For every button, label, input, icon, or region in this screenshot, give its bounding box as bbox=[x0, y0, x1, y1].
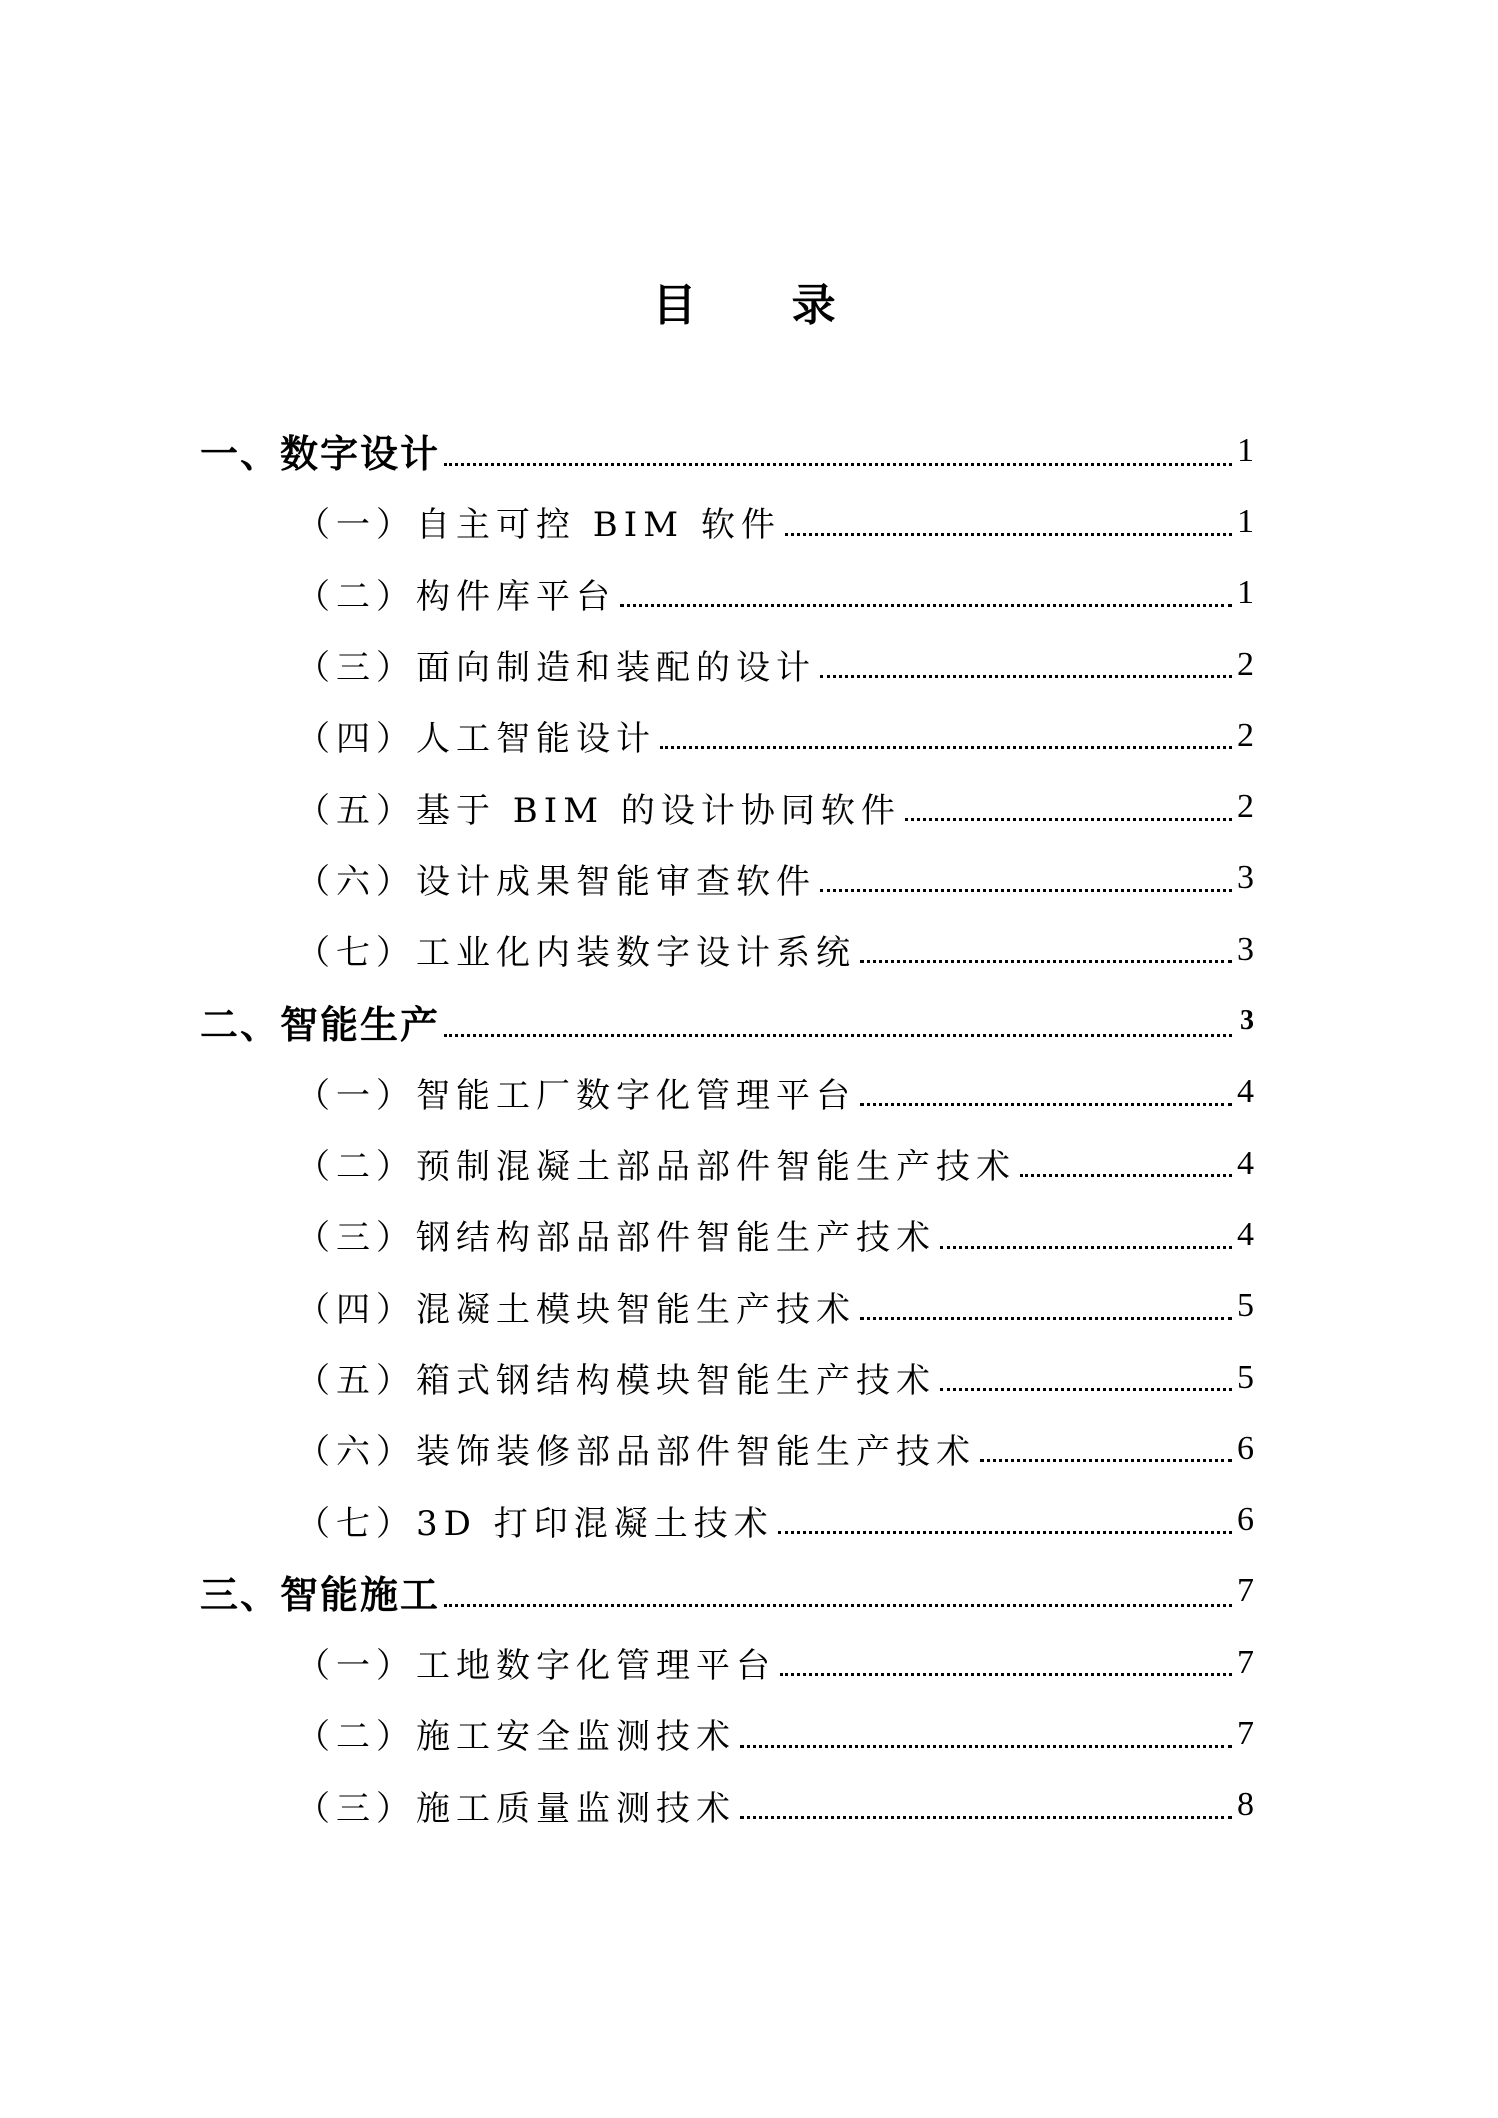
toc-page-number: 4 bbox=[1237, 1073, 1254, 1111]
dot-leader bbox=[940, 1388, 1232, 1391]
toc-subsection-entry[interactable] bbox=[0, 843, 1498, 914]
toc-subsection-entry[interactable] bbox=[0, 1271, 1498, 1342]
toc-entry-label: （六）设计成果智能审查软件 bbox=[296, 861, 816, 902]
dot-leader bbox=[444, 1034, 1232, 1037]
toc-page-number: 3 bbox=[1237, 930, 1254, 968]
toc-entry-label: （一）工地数字化管理平台 bbox=[296, 1646, 776, 1687]
dot-leader bbox=[860, 1317, 1232, 1320]
dot-leader bbox=[778, 1531, 1232, 1534]
dot-leader bbox=[740, 1816, 1232, 1819]
dot-leader bbox=[940, 1246, 1232, 1249]
toc-entry-label: （四）混凝土模块智能生产技术 bbox=[296, 1289, 856, 1330]
toc-subsection-entry[interactable] bbox=[0, 1057, 1498, 1128]
toc-entry-label: 三、智能施工 bbox=[200, 1572, 441, 1617]
dot-leader bbox=[820, 675, 1232, 678]
dot-leader bbox=[660, 746, 1232, 749]
toc-subsection-entry[interactable] bbox=[0, 1627, 1498, 1698]
toc-subsection-entry[interactable] bbox=[0, 1199, 1498, 1270]
toc-subsection-entry[interactable] bbox=[0, 1413, 1498, 1484]
toc-entry-label: （一）智能工厂数字化管理平台 bbox=[296, 1075, 856, 1116]
toc-entry-label: （三）钢结构部品部件智能生产技术 bbox=[296, 1218, 936, 1259]
dot-leader bbox=[780, 1673, 1232, 1676]
dot-leader bbox=[785, 533, 1232, 536]
toc-page-number: 4 bbox=[1237, 1215, 1254, 1253]
toc-subsection-entry[interactable] bbox=[0, 558, 1498, 629]
toc-section-entry[interactable] bbox=[0, 985, 1498, 1056]
toc-page-number: 6 bbox=[1237, 1501, 1254, 1539]
toc-entry-label: （五）基于 BIM 的设计协同软件 bbox=[296, 790, 901, 831]
toc-page-number: 1 bbox=[1237, 574, 1254, 612]
toc-page-number: 5 bbox=[1237, 1358, 1254, 1396]
toc-subsection-entry[interactable] bbox=[0, 914, 1498, 985]
dot-leader bbox=[820, 889, 1232, 892]
toc-entry-label: （三）施工质量监测技术 bbox=[296, 1788, 736, 1829]
toc-page-number: 6 bbox=[1237, 1429, 1254, 1467]
toc-subsection-entry[interactable] bbox=[0, 486, 1498, 557]
dot-leader bbox=[860, 960, 1232, 963]
toc-page-number: 8 bbox=[1237, 1786, 1254, 1824]
toc-entry-label: （一）自主可控 BIM 软件 bbox=[296, 505, 781, 546]
toc-page-number: 2 bbox=[1237, 645, 1254, 683]
toc-page-number: 1 bbox=[1237, 431, 1254, 469]
toc-subsection-entry[interactable] bbox=[0, 1342, 1498, 1413]
toc-entry-label: （二）预制混凝土部品部件智能生产技术 bbox=[296, 1147, 1016, 1188]
dot-leader bbox=[1020, 1174, 1232, 1177]
dot-leader bbox=[444, 1604, 1232, 1607]
toc-subsection-entry[interactable] bbox=[0, 771, 1498, 842]
toc-entry-label: （二）施工安全监测技术 bbox=[296, 1717, 736, 1758]
toc-subsection-entry[interactable] bbox=[0, 629, 1498, 700]
dot-leader bbox=[860, 1103, 1232, 1106]
toc-subsection-entry[interactable] bbox=[0, 1484, 1498, 1555]
toc-entry-label: （五）箱式钢结构模块智能生产技术 bbox=[296, 1361, 936, 1401]
toc-entry-label: （三）面向制造和装配的设计 bbox=[296, 648, 816, 689]
dot-leader bbox=[980, 1459, 1232, 1462]
toc-subsection-entry[interactable] bbox=[0, 1128, 1498, 1199]
dot-leader bbox=[740, 1745, 1232, 1748]
dot-leader bbox=[905, 818, 1232, 821]
toc-entry-label: （七）3D 打印混凝土技术 bbox=[296, 1503, 774, 1544]
toc-section-entry[interactable] bbox=[0, 1556, 1498, 1627]
toc-entry-label: （六）装饰装修部品部件智能生产技术 bbox=[296, 1432, 976, 1473]
table-of-contents bbox=[0, 415, 1498, 1841]
toc-entry-label: （七）工业化内装数字设计系统 bbox=[296, 933, 856, 974]
toc-subsection-entry[interactable] bbox=[0, 700, 1498, 771]
toc-page-number: 2 bbox=[1237, 716, 1254, 754]
toc-page-number: 2 bbox=[1237, 788, 1254, 826]
toc-page-number: 3 bbox=[1240, 1005, 1254, 1037]
toc-entry-label: （四）人工智能设计 bbox=[296, 719, 656, 760]
page-title: 目 录 bbox=[652, 280, 876, 331]
toc-page-number: 7 bbox=[1237, 1643, 1254, 1681]
toc-page-number: 5 bbox=[1237, 1287, 1254, 1325]
toc-subsection-entry[interactable] bbox=[0, 1698, 1498, 1769]
toc-page-number: 7 bbox=[1237, 1714, 1254, 1752]
toc-entry-label: （二）构件库平台 bbox=[296, 576, 616, 617]
dot-leader bbox=[620, 604, 1232, 607]
toc-entry-label: 二、智能生产 bbox=[200, 1002, 441, 1047]
toc-page-number: 3 bbox=[1237, 859, 1254, 897]
toc-entry-label: 一、数字设计 bbox=[200, 432, 441, 477]
toc-page-number: 4 bbox=[1237, 1144, 1254, 1182]
toc-section-entry[interactable] bbox=[0, 415, 1498, 486]
toc-page-number: 7 bbox=[1237, 1572, 1254, 1610]
toc-subsection-entry[interactable] bbox=[0, 1770, 1498, 1841]
dot-leader bbox=[444, 463, 1232, 466]
toc-page-number: 1 bbox=[1237, 502, 1254, 540]
